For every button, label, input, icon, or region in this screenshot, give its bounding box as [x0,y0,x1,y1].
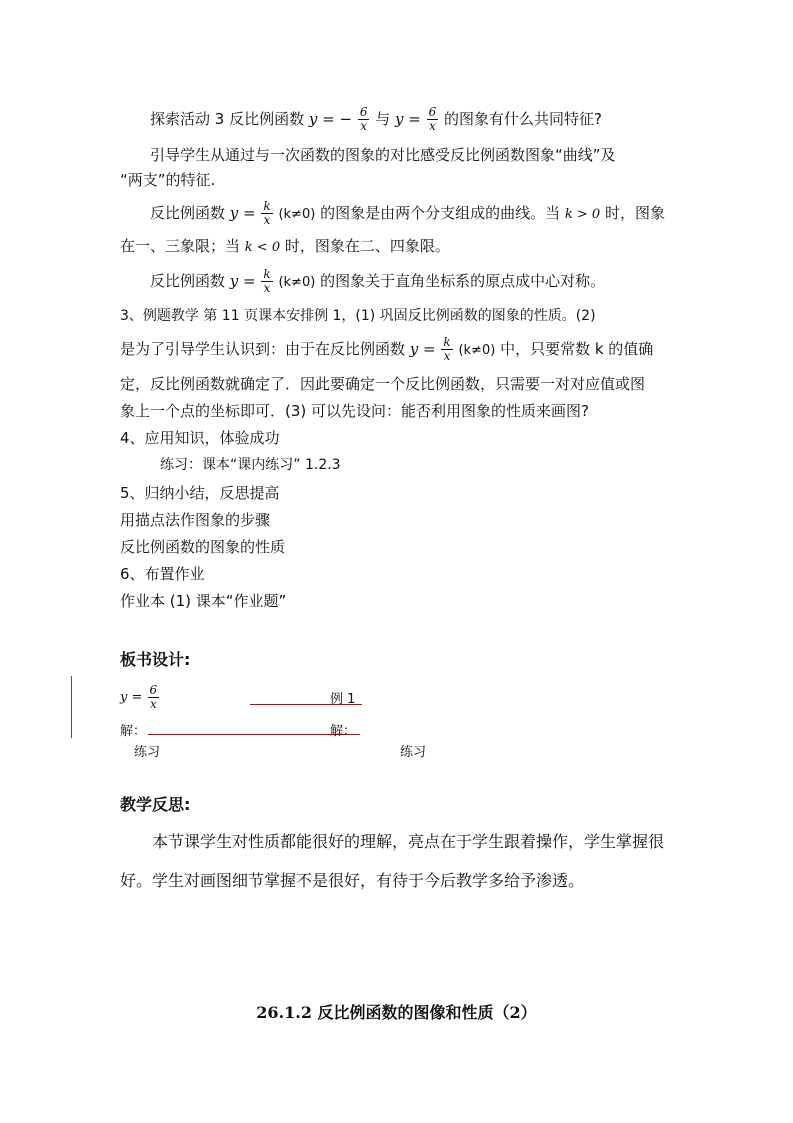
prop1-cond-pos: k > 0 [564,207,601,222]
board-example-label: 例 1 [330,692,356,707]
step-4: 4、应用知识，体验成功 [120,429,280,447]
prop1-prefix: 反比例函数 [150,204,226,222]
example-line2-b: 中，只要常数 k 的值确 [500,340,654,358]
step-5-b: 反比例函数的图象的性质 [120,538,286,556]
prop1-lhs: y = [229,204,261,222]
prop2-fraction [261,268,272,295]
board-equation [120,684,160,711]
step-5: 5、归纳小结，反思提高 [120,484,280,502]
prop2-denominator: x [263,281,271,295]
board-denominator: x [149,697,157,711]
reflection-paragraph [120,822,676,900]
board-solve-left: 解： [120,724,147,739]
prop1-fraction [261,200,272,227]
board-numerator: 6 [149,683,158,697]
board-lhs: y = [120,690,147,705]
prop1-line2-a: 在一、三象限；当 [120,237,241,255]
board-practice-left: 练习 [134,745,161,760]
example-condition: (k≠0) [458,343,496,358]
board-solve-right: 解： [330,724,357,739]
activity3-suffix: 的图象有什么共同特征? [444,110,603,128]
activity3-prefix: 探索活动 3 反比例函数 [150,110,305,128]
prop1-text1: 的图象是由两个分支组成的曲线。当 [320,204,561,222]
example-line-1: 3、例题教学 第 11 页课本安排例 1，(1) 巩固反比例函数的图象的性质。(2) [120,308,596,324]
example-line2-a: 是为了引导学生认识到：由于在反比例函数 [120,340,406,358]
activity3-mid: 与 [375,110,391,128]
reflection-heading: 教学反思: [120,795,191,814]
example-numerator: k [443,335,451,349]
example-fraction [441,336,452,363]
example-lhs: y = [409,340,441,358]
step-6: 6、布置作业 [120,565,205,583]
prop2-lhs: y = [229,272,261,290]
next-section-title: 26.1.2 反比例函数的图像和性质（2） [256,1003,537,1022]
board-heading: 板书设计: [120,650,191,669]
prop1-condition: (k≠0) [278,207,316,222]
board-fraction [148,684,160,711]
prop2-prefix: 反比例函数 [150,272,226,290]
eq1-fraction [358,106,370,133]
prop2-numerator: k [263,267,271,281]
guide-line-1: 引导学生从通过与一次函数的图象的对比感受反比例函数图象“曲线”及 [150,146,616,164]
property1-line-1 [150,200,665,227]
example-line-4: 象上一个点的坐标即可．(3) 可以先设问：能否利用图象的性质来画图? [120,402,589,420]
eq2-fraction [427,106,439,133]
example-line-2 [120,336,653,363]
example-line-3: 定，反比例函数就确定了．因此要确定一个反比例函数，只需要一对对应值或图 [120,375,646,393]
prop1-text2: 时，图象 [604,204,665,222]
guide-line-2: “两支”的特征. [120,171,216,189]
eq2-lhs: y = [395,110,426,128]
step-5-a: 用描点法作图象的步骤 [120,511,271,529]
board-practice-right: 练习 [400,745,427,760]
activity3-line [150,106,602,133]
eq1-numerator: 6 [359,105,368,119]
prop1-cond-neg: k < 0 [244,240,281,255]
step-4-practice: 练习：课本“课内练习” 1.2.3 [160,457,341,473]
prop1-line2-b: 时，图象在二、四象限。 [284,237,450,255]
eq2-denominator: x [429,119,436,133]
board-vertical-bar [71,676,72,738]
property2-line [150,268,605,295]
prop1-denominator: x [263,213,271,227]
property1-line-2 [120,236,450,258]
prop1-numerator: k [263,199,271,213]
reflection-text: 本节课学生对性质都能很好的理解，亮点在于学生跟着操作，学生掌握很好。学生对画图细节掌握不是很好，有待于今后教学多给予渗透。 [120,832,665,890]
board-solve-underline [148,734,360,735]
eq1-lhs: y = − [308,110,353,128]
example-denominator: x [443,349,451,363]
step-6-a: 作业本 (1) 课本“作业题” [120,592,287,610]
eq2-numerator: 6 [428,105,437,119]
prop2-text: 的图象关于直角坐标系的原点成中心对称。 [320,272,606,290]
eq1-denominator: x [360,119,368,133]
prop2-condition: (k≠0) [278,275,316,290]
